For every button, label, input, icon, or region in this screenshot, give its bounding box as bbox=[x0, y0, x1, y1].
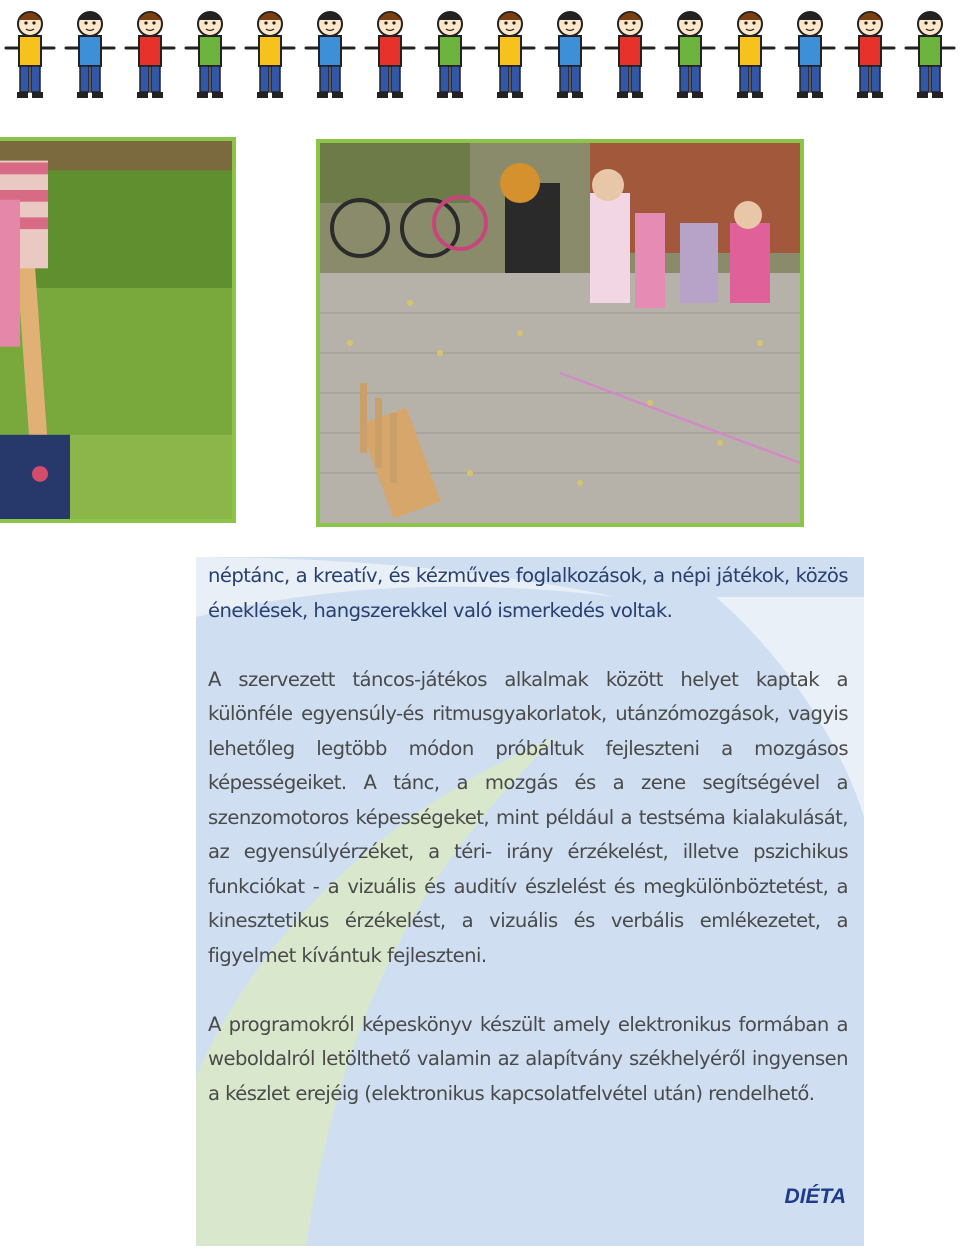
photo-left bbox=[0, 137, 236, 523]
article-text bbox=[208, 559, 848, 1111]
paragraph-3: A programokról képeskönyv készült amely elektronikus formában a weboldalról letölthető valamin az alapítvány székhelyéről ingyensen a készlet erejéig (elektronikus kapcsolatfelvétel után) rendelhető. bbox=[208, 1012, 848, 1105]
text-panel bbox=[196, 557, 864, 1246]
children-figures-icon bbox=[0, 0, 960, 112]
children-banner bbox=[0, 0, 960, 112]
paragraph-1: néptánc, a kreatív, és kézműves foglalkozások, a népi játékok, közös éneklések, hangszerekkel való ismerkedés voltak. bbox=[208, 564, 848, 622]
photo-child-ring-toss-stick-icon bbox=[0, 141, 232, 519]
paragraph-2: A szervezett táncos-játékos alkalmak között helyet kaptak a különféle egyensúly-és ritmusgyakorlatok, utánzómozgások, vagyis lehetőleg legtöbb módon próbáltuk fejleszteni a mozgásos képességeiket. A tánc, a mozgás és a zene segítségével a szenzomotoros képességeket, mint például a testséma kialakulását, az egyensúlyérzéket, a téri- irány érzékelést, illetve pszichikus funkciókat - a vizuális és auditív észlelést és megkülönböztetést, a kinesztetikus érzékelést, a vizuális és verbális emlékezetet, a figyelmet kívántuk fejleszteni. bbox=[208, 667, 848, 967]
signature: DIÉTA bbox=[784, 1185, 846, 1208]
photo-children-ring-toss-game-icon bbox=[320, 143, 800, 523]
photo-right bbox=[316, 139, 804, 527]
